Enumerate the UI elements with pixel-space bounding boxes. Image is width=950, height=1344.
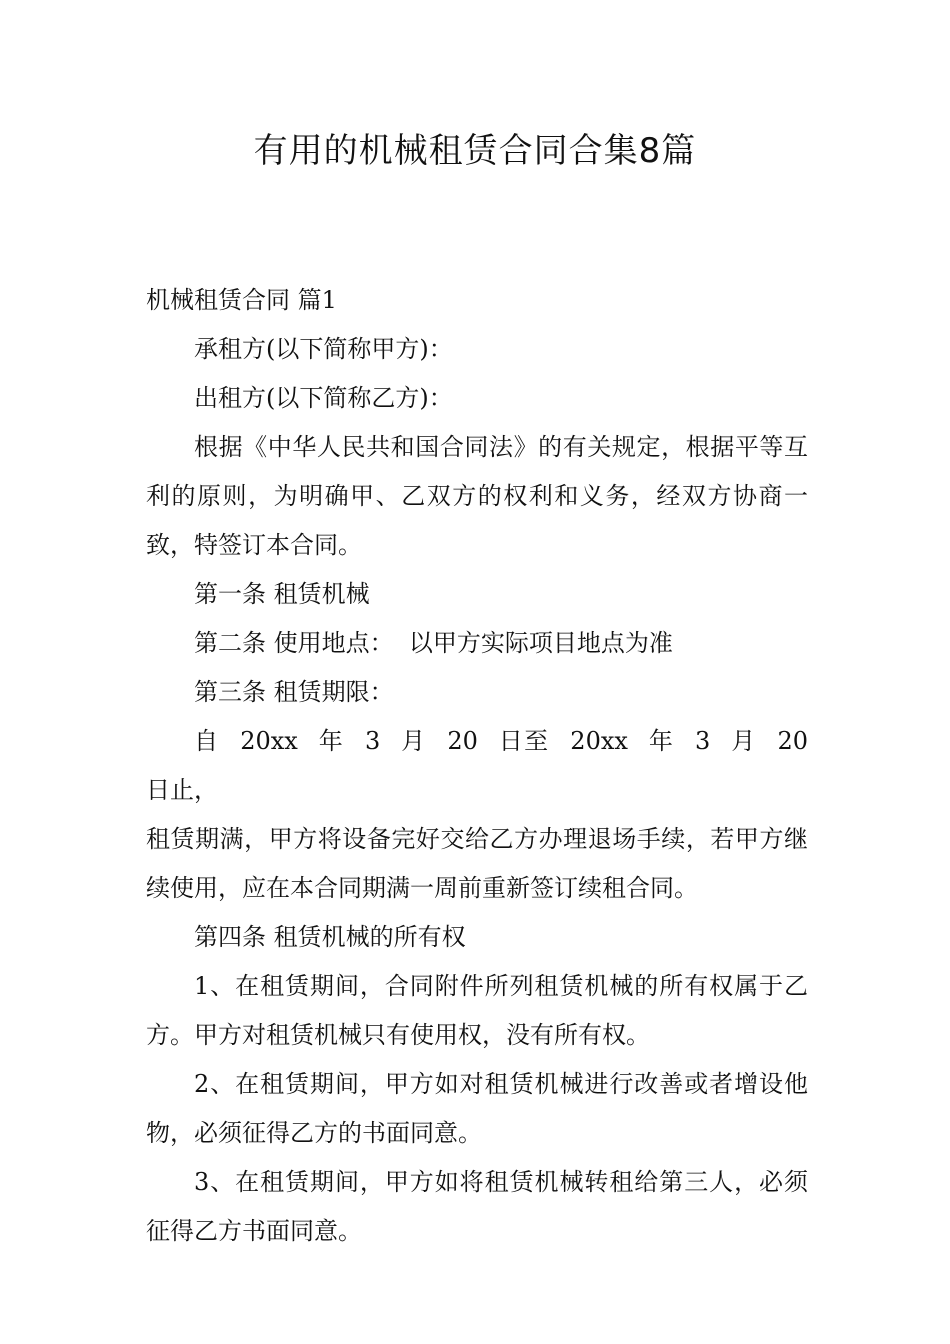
- clause-4-2: 2、在租赁期间，甲方如对租赁机械进行改善或者增设他物，必须征得乙方的书面同意。: [146, 1070, 808, 1147]
- article-1-heading: 第一条 租赁机械: [194, 580, 370, 608]
- article-2-heading: 第二条 使用地点： 以甲方实际项目地点为准: [194, 629, 673, 657]
- article-3-heading: 第三条 租赁期限：: [194, 678, 394, 706]
- document-body: [146, 276, 808, 1256]
- clause-4-3: 3、在租赁期间，甲方如将租赁机械转租给第三人，必须征得乙方书面同意。: [146, 1168, 808, 1245]
- section-heading: 机械租赁合同 篇1: [146, 286, 337, 314]
- paragraph-lessor: 出租方(以下简称乙方)：: [194, 384, 453, 412]
- paragraph-term-expiry: 租赁期满，甲方将设备完好交给乙方办理退场手续，若甲方继续使用，应在本合同期满一周前重新签订续租合同。: [146, 825, 808, 902]
- paragraph-preamble: 根据《中华人民共和国合同法》的有关规定，根据平等互利的原则，为明确甲、乙双方的权利和义务，经双方协商一致，特签订本合同。: [146, 433, 808, 559]
- document-title: 有用的机械租赁合同合集8篇: [253, 131, 697, 171]
- paragraph-lessee: 承租方(以下简称甲方)：: [194, 335, 453, 363]
- paragraph-term-dates: 自 20xx 年 3 月 20 日至 20xx 年 3 月 20 日止，: [146, 727, 808, 804]
- clause-4-1: 1、在租赁期间，合同附件所列租赁机械的所有权属于乙方。甲方对租赁机械只有使用权，没有所有权。: [146, 972, 808, 1049]
- article-4-heading: 第四条 租赁机械的所有权: [194, 923, 466, 951]
